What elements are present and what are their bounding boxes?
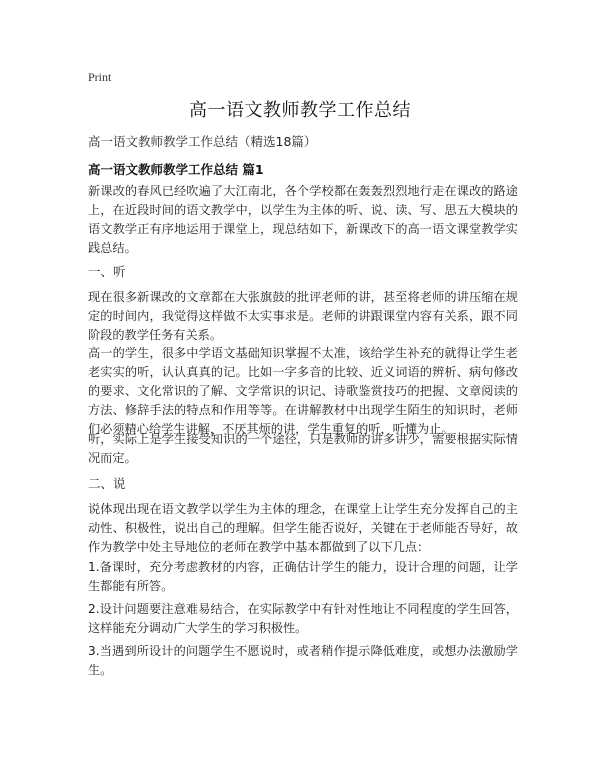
speak-heading: 二、说 xyxy=(88,476,126,491)
listen-paragraph-2: 高一的学生，很多中学语文基础知识掌握不太准，该给学生补充的就得让学生老老实实的听，认认真真的记。比如一字多音的比较、近义词语的辨析、病句修改的要求、文化常识的了解、文学常识的识记、诗歌鉴赏技巧的把握、文章阅读的方法、修辞手法的特点和作用等等。在讲解教材中出现学生陌生的知识时，老师们必须精心给学生讲解，不厌其烦的讲，学生重复的听，听懂为止。 xyxy=(88,346,518,436)
speak-paragraph-4: 3.当遇到所设计的问题学生不愿说时，或者稍作提示降低难度，或想办法激励学生。 xyxy=(88,644,518,677)
listen-heading: 一、听 xyxy=(88,264,126,279)
document-subtitle: 高一语文教师教学工作总结（精选18篇） xyxy=(88,134,317,149)
listen-paragraph-3: 听，实际上是学生接受知识的一个途径，只是教师的讲多讲少，需要根据实际情况而定。 xyxy=(88,432,518,465)
speak-paragraph-1: 说体现出现在语文教学以学生为主体的理念，在课堂上让学生充分发挥自己的主动性、积极性，说出自己的理解。但学生能否说好，关键在于老师能否导好，故作为教学中处主导地位的老师在教学中基本都做到了以下几点： xyxy=(88,502,518,554)
listen-paragraph-1: 现在很多新课改的文章都在大张旗鼓的批评老师的讲，甚至将老师的讲压缩在规定的时间内，我觉得这样做不太实事求是。老师的讲跟课堂内容有关系，跟不同阶段的教学任务有关系。 xyxy=(88,290,518,342)
speak-paragraph-3: 2.设计问题要注意难易结合，在实际教学中有针对性地让不同程度的学生回答，这样能充分调动广大学生的学习积极性。 xyxy=(88,602,518,635)
section-heading: 高一语文教师教学工作总结 篇1 xyxy=(88,162,264,177)
print-label[interactable]: Print xyxy=(88,70,112,84)
intro-paragraph: 新课改的春风已经吹遍了大江南北，各个学校都在轰轰烈烈地行走在课改的路途上，在近段时间的语文教学中，以学生为主体的听、说、读、写、思五大模块的语文教学正有序地运用于课堂上，现总结如下，新课改下的高一语文课堂教学实践总结。 xyxy=(88,184,518,255)
speak-paragraph-2: 1.备课时，充分考虑教材的内容，正确估计学生的能力，设计合理的问题，让学生都能有所答。 xyxy=(88,560,518,593)
document-title: 高一语文教师教学工作总结 xyxy=(189,100,411,121)
